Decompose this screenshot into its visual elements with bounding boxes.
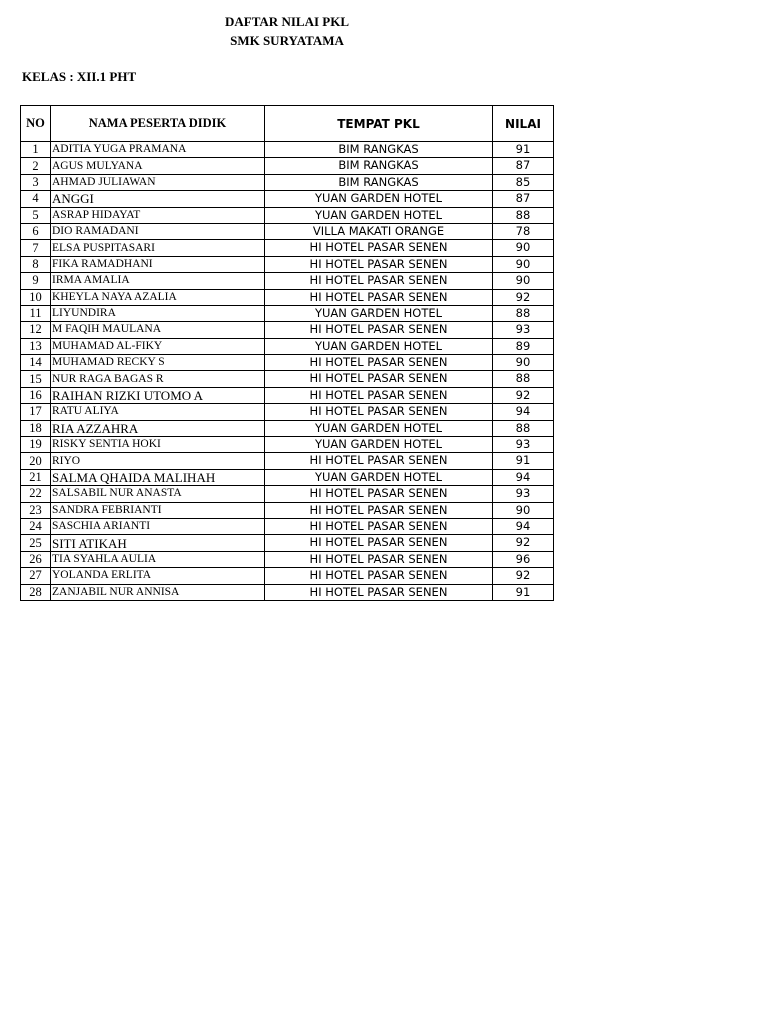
cell-no: 26 — [21, 551, 51, 567]
cell-no: 2 — [21, 158, 51, 174]
cell-nama: FIKA RAMADHANI — [51, 256, 265, 272]
cell-nama: RATU ALIYA — [51, 404, 265, 420]
cell-no: 14 — [21, 355, 51, 371]
cell-tempat: HI HOTEL PASAR SENEN — [265, 502, 493, 518]
table-row — [21, 273, 554, 289]
table-row — [21, 223, 554, 239]
table-header-row — [21, 106, 554, 142]
cell-no: 21 — [21, 469, 51, 485]
cell-no: 8 — [21, 256, 51, 272]
cell-tempat: BIM RANGKAS — [265, 142, 493, 158]
cell-no: 1 — [21, 142, 51, 158]
table-row — [21, 142, 554, 158]
cell-nilai: 85 — [493, 174, 554, 190]
table-row — [21, 322, 554, 338]
cell-tempat: YUAN GARDEN HOTEL — [265, 420, 493, 436]
table-row — [21, 518, 554, 534]
cell-tempat: HI HOTEL PASAR SENEN — [265, 518, 493, 534]
cell-nilai: 92 — [493, 568, 554, 584]
cell-tempat: YUAN GARDEN HOTEL — [265, 338, 493, 354]
grades-table — [20, 105, 554, 601]
class-label: KELAS : XII.1 PHT — [22, 69, 137, 84]
cell-tempat: HI HOTEL PASAR SENEN — [265, 486, 493, 502]
cell-nilai: 94 — [493, 469, 554, 485]
cell-no: 23 — [21, 502, 51, 518]
cell-nilai: 88 — [493, 305, 554, 321]
cell-nama: ANGGI — [51, 191, 265, 207]
table-row — [21, 551, 554, 567]
cell-nama: KHEYLA NAYA AZALIA — [51, 289, 265, 305]
cell-tempat: HI HOTEL PASAR SENEN — [265, 355, 493, 371]
cell-tempat: HI HOTEL PASAR SENEN — [265, 256, 493, 272]
table-row — [21, 437, 554, 453]
cell-nama: RAIHAN RIZKI UTOMO A — [51, 387, 265, 403]
column-header-nama: NAMA PESERTA DIDIK — [51, 106, 265, 142]
cell-nilai: 87 — [493, 191, 554, 207]
cell-tempat: HI HOTEL PASAR SENEN — [265, 371, 493, 387]
cell-nama: TIA SYAHLA AULIA — [51, 551, 265, 567]
cell-tempat: YUAN GARDEN HOTEL — [265, 469, 493, 485]
cell-tempat: YUAN GARDEN HOTEL — [265, 305, 493, 321]
cell-nilai: 92 — [493, 387, 554, 403]
cell-nilai: 78 — [493, 223, 554, 239]
cell-nilai: 96 — [493, 551, 554, 567]
cell-no: 20 — [21, 453, 51, 469]
cell-no: 12 — [21, 322, 51, 338]
cell-tempat: BIM RANGKAS — [265, 158, 493, 174]
cell-no: 3 — [21, 174, 51, 190]
cell-no: 17 — [21, 404, 51, 420]
cell-nama: SALSABIL NUR ANASTA — [51, 486, 265, 502]
cell-no: 25 — [21, 535, 51, 551]
cell-nilai: 91 — [493, 453, 554, 469]
cell-tempat: VILLA MAKATI ORANGE — [265, 223, 493, 239]
table-row — [21, 486, 554, 502]
cell-nilai: 90 — [493, 502, 554, 518]
cell-tempat: HI HOTEL PASAR SENEN — [265, 289, 493, 305]
cell-nama: ASRAP HIDAYAT — [51, 207, 265, 223]
table-row — [21, 502, 554, 518]
cell-nilai: 87 — [493, 158, 554, 174]
table-row — [21, 338, 554, 354]
cell-nilai: 91 — [493, 584, 554, 600]
table-row — [21, 568, 554, 584]
cell-nama: NUR RAGA BAGAS R — [51, 371, 265, 387]
cell-no: 6 — [21, 223, 51, 239]
cell-nama: M FAQIH MAULANA — [51, 322, 265, 338]
cell-nama: AGUS MULYANA — [51, 158, 265, 174]
column-header-tempat: TEMPAT PKL — [265, 106, 493, 142]
cell-nama: SITI ATIKAH — [51, 535, 265, 551]
cell-nilai: 94 — [493, 404, 554, 420]
table-row — [21, 289, 554, 305]
cell-nama: SASCHIA ARIANTI — [51, 518, 265, 534]
cell-nilai: 91 — [493, 142, 554, 158]
cell-tempat: HI HOTEL PASAR SENEN — [265, 551, 493, 567]
table-row — [21, 355, 554, 371]
table-row — [21, 158, 554, 174]
table-row — [21, 584, 554, 600]
cell-no: 18 — [21, 420, 51, 436]
cell-nilai: 92 — [493, 535, 554, 551]
cell-no: 5 — [21, 207, 51, 223]
cell-tempat: HI HOTEL PASAR SENEN — [265, 322, 493, 338]
table-row — [21, 191, 554, 207]
cell-no: 27 — [21, 568, 51, 584]
cell-tempat: HI HOTEL PASAR SENEN — [265, 535, 493, 551]
table-row — [21, 305, 554, 321]
cell-nama: LIYUNDIRA — [51, 305, 265, 321]
cell-nama: ZANJABIL NUR ANNISA — [51, 584, 265, 600]
table-row — [21, 240, 554, 256]
cell-nilai: 94 — [493, 518, 554, 534]
cell-nilai: 90 — [493, 256, 554, 272]
cell-no: 19 — [21, 437, 51, 453]
cell-tempat: HI HOTEL PASAR SENEN — [265, 240, 493, 256]
cell-no: 4 — [21, 191, 51, 207]
cell-nama: YOLANDA ERLITA — [51, 568, 265, 584]
cell-nilai: 93 — [493, 322, 554, 338]
cell-tempat: BIM RANGKAS — [265, 174, 493, 190]
cell-nama: MUHAMAD AL-FIKY — [51, 338, 265, 354]
cell-no: 10 — [21, 289, 51, 305]
cell-nilai: 88 — [493, 207, 554, 223]
cell-no: 24 — [21, 518, 51, 534]
cell-no: 28 — [21, 584, 51, 600]
cell-nilai: 88 — [493, 420, 554, 436]
cell-nama: RIA AZZAHRA — [51, 420, 265, 436]
cell-tempat: HI HOTEL PASAR SENEN — [265, 453, 493, 469]
cell-nama: IRMA AMALIA — [51, 273, 265, 289]
cell-tempat: HI HOTEL PASAR SENEN — [265, 273, 493, 289]
school-name: SMK SURYATAMA — [230, 33, 344, 48]
table-row — [21, 453, 554, 469]
table-row — [21, 207, 554, 223]
cell-no: 22 — [21, 486, 51, 502]
cell-nama: SALMA QHAIDA MALIHAH — [51, 469, 265, 485]
cell-no: 16 — [21, 387, 51, 403]
cell-nama: ADITIA YUGA PRAMANA — [51, 142, 265, 158]
cell-no: 9 — [21, 273, 51, 289]
cell-nama: ELSA PUSPITASARI — [51, 240, 265, 256]
cell-tempat: YUAN GARDEN HOTEL — [265, 191, 493, 207]
column-header-nilai: NILAI — [493, 106, 554, 142]
table-row — [21, 256, 554, 272]
cell-nama: AHMAD JULIAWAN — [51, 174, 265, 190]
cell-nama: MUHAMAD RECKY S — [51, 355, 265, 371]
cell-no: 7 — [21, 240, 51, 256]
table-row — [21, 535, 554, 551]
cell-nilai: 89 — [493, 338, 554, 354]
table-row — [21, 371, 554, 387]
cell-nama: SANDRA FEBRIANTI — [51, 502, 265, 518]
table-row — [21, 387, 554, 403]
table-row — [21, 420, 554, 436]
cell-no: 11 — [21, 305, 51, 321]
document-title: DAFTAR NILAI PKL — [225, 14, 349, 29]
cell-no: 15 — [21, 371, 51, 387]
cell-tempat: HI HOTEL PASAR SENEN — [265, 404, 493, 420]
table-row — [21, 174, 554, 190]
cell-nama: RISKY SENTIA HOKI — [51, 437, 265, 453]
cell-nilai: 90 — [493, 355, 554, 371]
table-row — [21, 404, 554, 420]
cell-tempat: YUAN GARDEN HOTEL — [265, 437, 493, 453]
cell-nama: RIYO — [51, 453, 265, 469]
table-row — [21, 469, 554, 485]
cell-nilai: 93 — [493, 486, 554, 502]
cell-nilai: 93 — [493, 437, 554, 453]
cell-tempat: HI HOTEL PASAR SENEN — [265, 568, 493, 584]
column-header-no: NO — [21, 106, 51, 142]
cell-no: 13 — [21, 338, 51, 354]
cell-nilai: 90 — [493, 273, 554, 289]
cell-nilai: 92 — [493, 289, 554, 305]
cell-tempat: HI HOTEL PASAR SENEN — [265, 387, 493, 403]
cell-nilai: 88 — [493, 371, 554, 387]
cell-nama: DIO RAMADANI — [51, 223, 265, 239]
cell-nilai: 90 — [493, 240, 554, 256]
cell-tempat: YUAN GARDEN HOTEL — [265, 207, 493, 223]
cell-tempat: HI HOTEL PASAR SENEN — [265, 584, 493, 600]
